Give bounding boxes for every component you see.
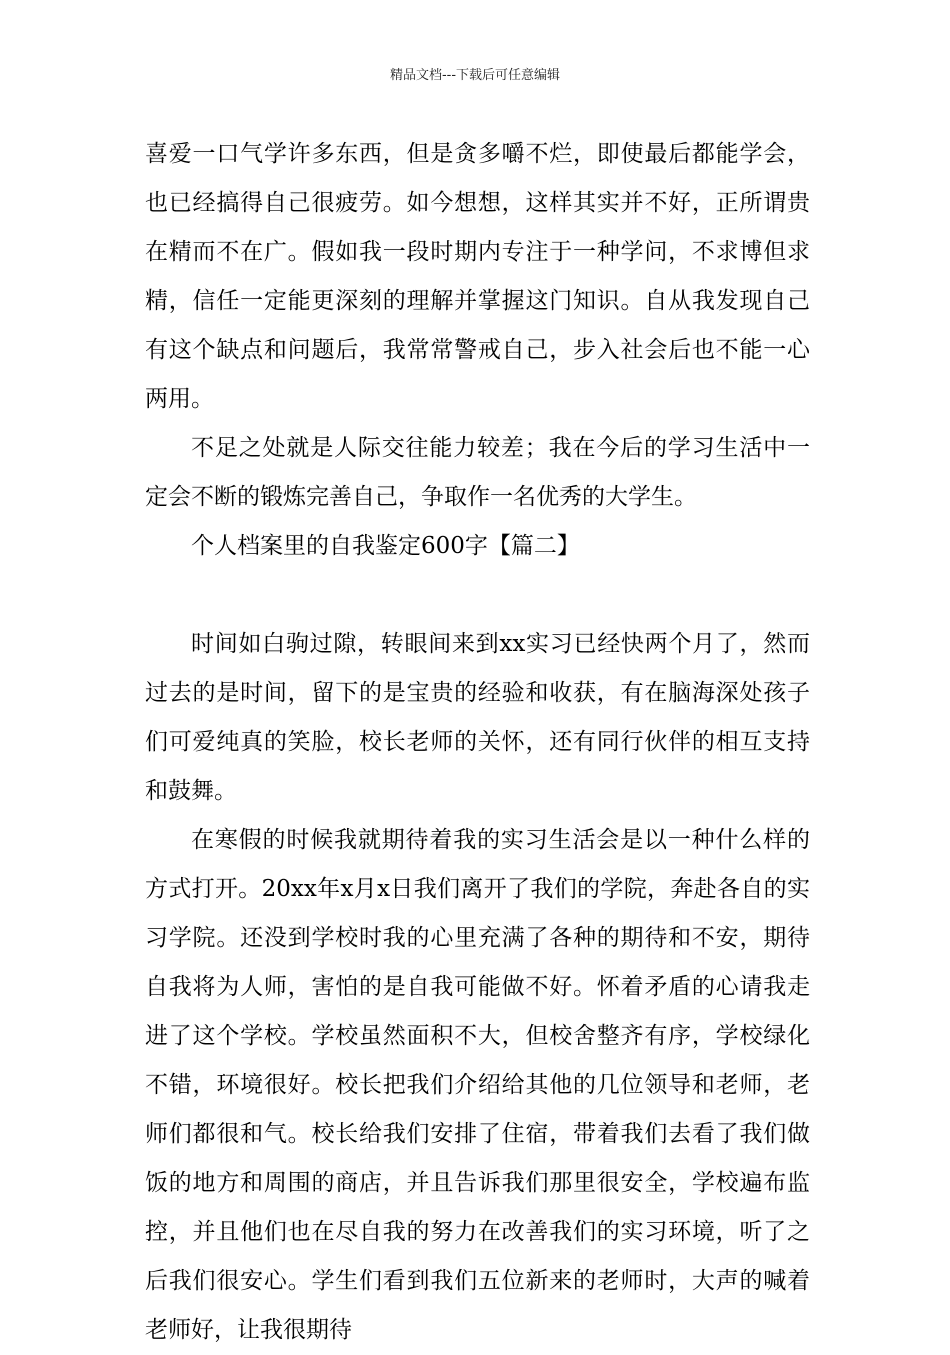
blank-line <box>145 571 810 620</box>
document-body <box>145 130 810 1355</box>
paragraph-2: 不足之处就是人际交往能力较差；我在今后的学习生活中一定会不断的锻炼完善自己，争取作一名优秀的大学生。 <box>145 435 810 510</box>
page-header: 精品文档---下载后可任意编辑 <box>389 68 561 83</box>
paragraph-4: 在寒假的时候我就期待着我的实习生活会是以一种什么样的方式打开。20xx年x月x日我们离开了我们的学院，奔赴各自的实习学院。还没到学校时我的心里充满了各种的期待和不安，期待自我将为人师，害怕的是自我可能做不好。怀着矛盾的心请我走进了这个学校。学校虽然面积不大，但校舍整齐有序，学校绿化不错，环境很好。校长把我们介绍给其他的几位领导和老师，老师们都很和气。校长给我们安排了住宿，带着我们去看了我们做饭的地方和周围的商店，并且告诉我们那里很安全，学校遍布监控，并且他们也在尽自我的努力在改善我们的实习环境，听了之后我们很安心。学生们看到我们五位新来的老师时，大声的喊着老师好，让我很期待 <box>145 827 810 1343</box>
paragraph-3: 时间如白驹过隙，转眼间来到xx实习已经快两个月了，然而过去的是时间，留下的是宝贵的经验和收获，有在脑海深处孩子们可爱纯真的笑脸，校长老师的关怀，还有同行伙伴的相互支持和鼓舞。 <box>145 631 810 804</box>
paragraph-1: 喜爱一口气学许多东西，但是贪多嚼不烂，即使最后都能学会，也已经搞得自己很疲劳。如今想想，这样其实并不好，正所谓贵在精而不在广。假如我一段时期内专注于一种学问，不求博但求精，信任一定能更深刻的理解并掌握这门知识。自从我发现自己有这个缺点和问题后，我常常警戒自己，步入社会后也不能一心两用。 <box>145 141 810 412</box>
section-title: 个人档案里的自我鉴定600字【篇二】 <box>191 533 580 559</box>
